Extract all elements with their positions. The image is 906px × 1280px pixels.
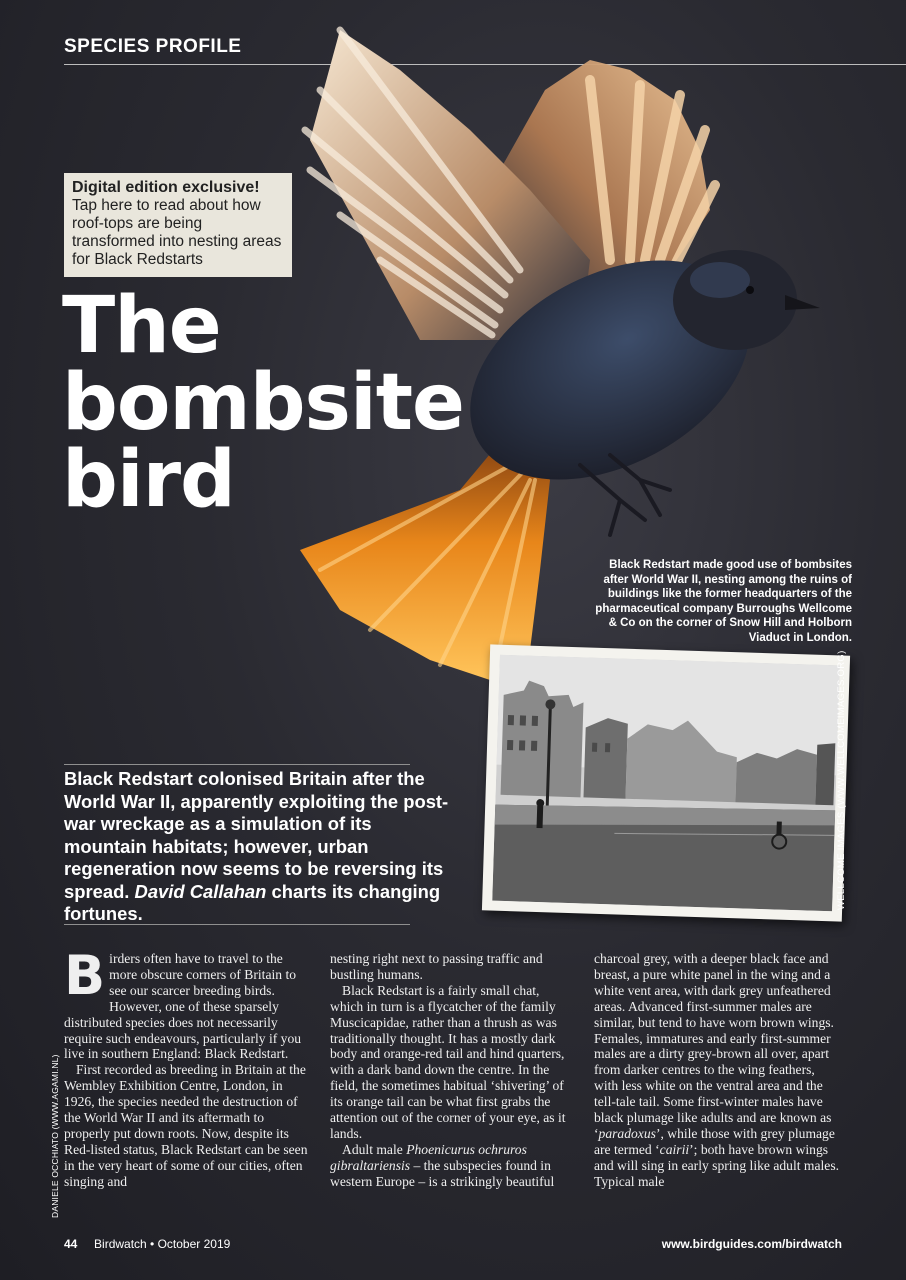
page-footer — [64, 1237, 842, 1251]
photo-caption: Black Redstart made good use of bombsites after World War II, nesting among the ruins of buildings like the former headquarters of the pharmaceutical company Burroughs Wellcome & Co on the corner of Snow Hill and Holborn Viaduct in London. — [595, 559, 852, 644]
body-column-1 — [64, 944, 310, 1190]
headline-line-1: The — [62, 281, 221, 371]
body-paragraph: Black Redstart is a fairly small chat, which in turn is a flycatcher of the family Muscicapidae, rather than a thrush as was traditionally thought. It has a mostly dark body and orange-red tail and hind quarters, with a dark band down the centre. In the field, the sometimes habitual ‘shivering’ of its orange tail can be what first grabs the attention out of the corner of your eye, as it lands. — [330, 982, 566, 1141]
body-paragraph: Birders often have to travel to the more obscure corners of Britain to see our scarcer breeding birds. However, one of these sparsely distributed species does not necessarily require such endeavours, particularly if you live in southern England: Black Redstart. — [64, 944, 302, 1062]
standfirst-top-rule — [64, 764, 410, 765]
digital-edition-callout[interactable] — [64, 173, 292, 277]
term-cairii: cairii — [659, 1141, 690, 1157]
section-label: SPECIES PROFILE — [64, 36, 242, 57]
drop-cap: B — [64, 944, 106, 1007]
body-column-3 — [594, 951, 840, 1190]
historic-bombsite-photo — [482, 644, 850, 921]
body-paragraph: nesting right next to passing traffic and bustling humans. — [330, 951, 543, 982]
headline-line-2: bombsite — [62, 358, 464, 448]
standfirst-tail: charts its changing fortunes. — [64, 880, 441, 924]
website-link[interactable]: www.birdguides.com/birdwatch — [661, 1237, 842, 1251]
body-paragraph: charcoal grey, with a deeper black face and breast, a pure white panel in the wing and a white vent area, with dark grey unfeathered areas. Advanced first-summer males are similar, but tend to have worn brown wings. Females, immatures and early first-summer males are a dirty grey-brown all over, apart from darker centres to the wing feathers, with less white on the ventral area and the tell-tale tail. Some first-winter males have black plumage like adults and are known as ‘paradoxus’, while those with grey plumage are termed ‘cairii’; both have brown wings and will sing in early spring like adult males. Typical male — [594, 951, 840, 1189]
term-paradoxus: paradoxus — [598, 1125, 656, 1141]
bird-photo-credit: DANIELE OCCHIATO (WWW.AGAMI.NL) — [50, 1054, 60, 1218]
body-paragraph: First recorded as breeding in Britain at the Wembley Exhibition Centre, London, in 1926, the species needed the destruction of the World War II and its aftermath to properly put down roots. Now, despite its Red-listed status, Black Redstart can be seen in the very heart of some of our cities, often singing and — [64, 1062, 308, 1189]
body-paragraph: Adult male Phoenicurus ochruros gibraltariensis – the subspecies found in western Europe – is a strikingly beautiful — [330, 1141, 555, 1189]
callout-heading: Digital edition exclusive! — [72, 179, 260, 196]
species-name: Phoenicurus ochruros gibraltariensis — [330, 1141, 527, 1173]
issue-info: Birdwatch • October 2019 — [94, 1237, 231, 1251]
headline — [62, 281, 482, 525]
headline-line-3: bird — [62, 435, 235, 525]
callout-text: Tap here to read about how roof-tops are being transformed into nesting areas for Black Redstarts — [72, 197, 282, 268]
standfirst-bottom-rule — [64, 924, 410, 925]
standfirst — [64, 768, 456, 926]
photo-credit: WELLCOME IMAGES (WWW.WELLCOMEIMAGES.ORG) — [836, 650, 847, 910]
standfirst-author: David Callahan — [134, 880, 267, 902]
standfirst-text: Black Redstart colonised Britain after the World War II, apparently exploiting the post-war wreckage as a simulation of its mountain habitats; however, urban regeneration now seems to be reversing its spread. — [64, 768, 449, 902]
page-number: 44 — [64, 1237, 78, 1251]
body-column-2 — [330, 951, 576, 1190]
